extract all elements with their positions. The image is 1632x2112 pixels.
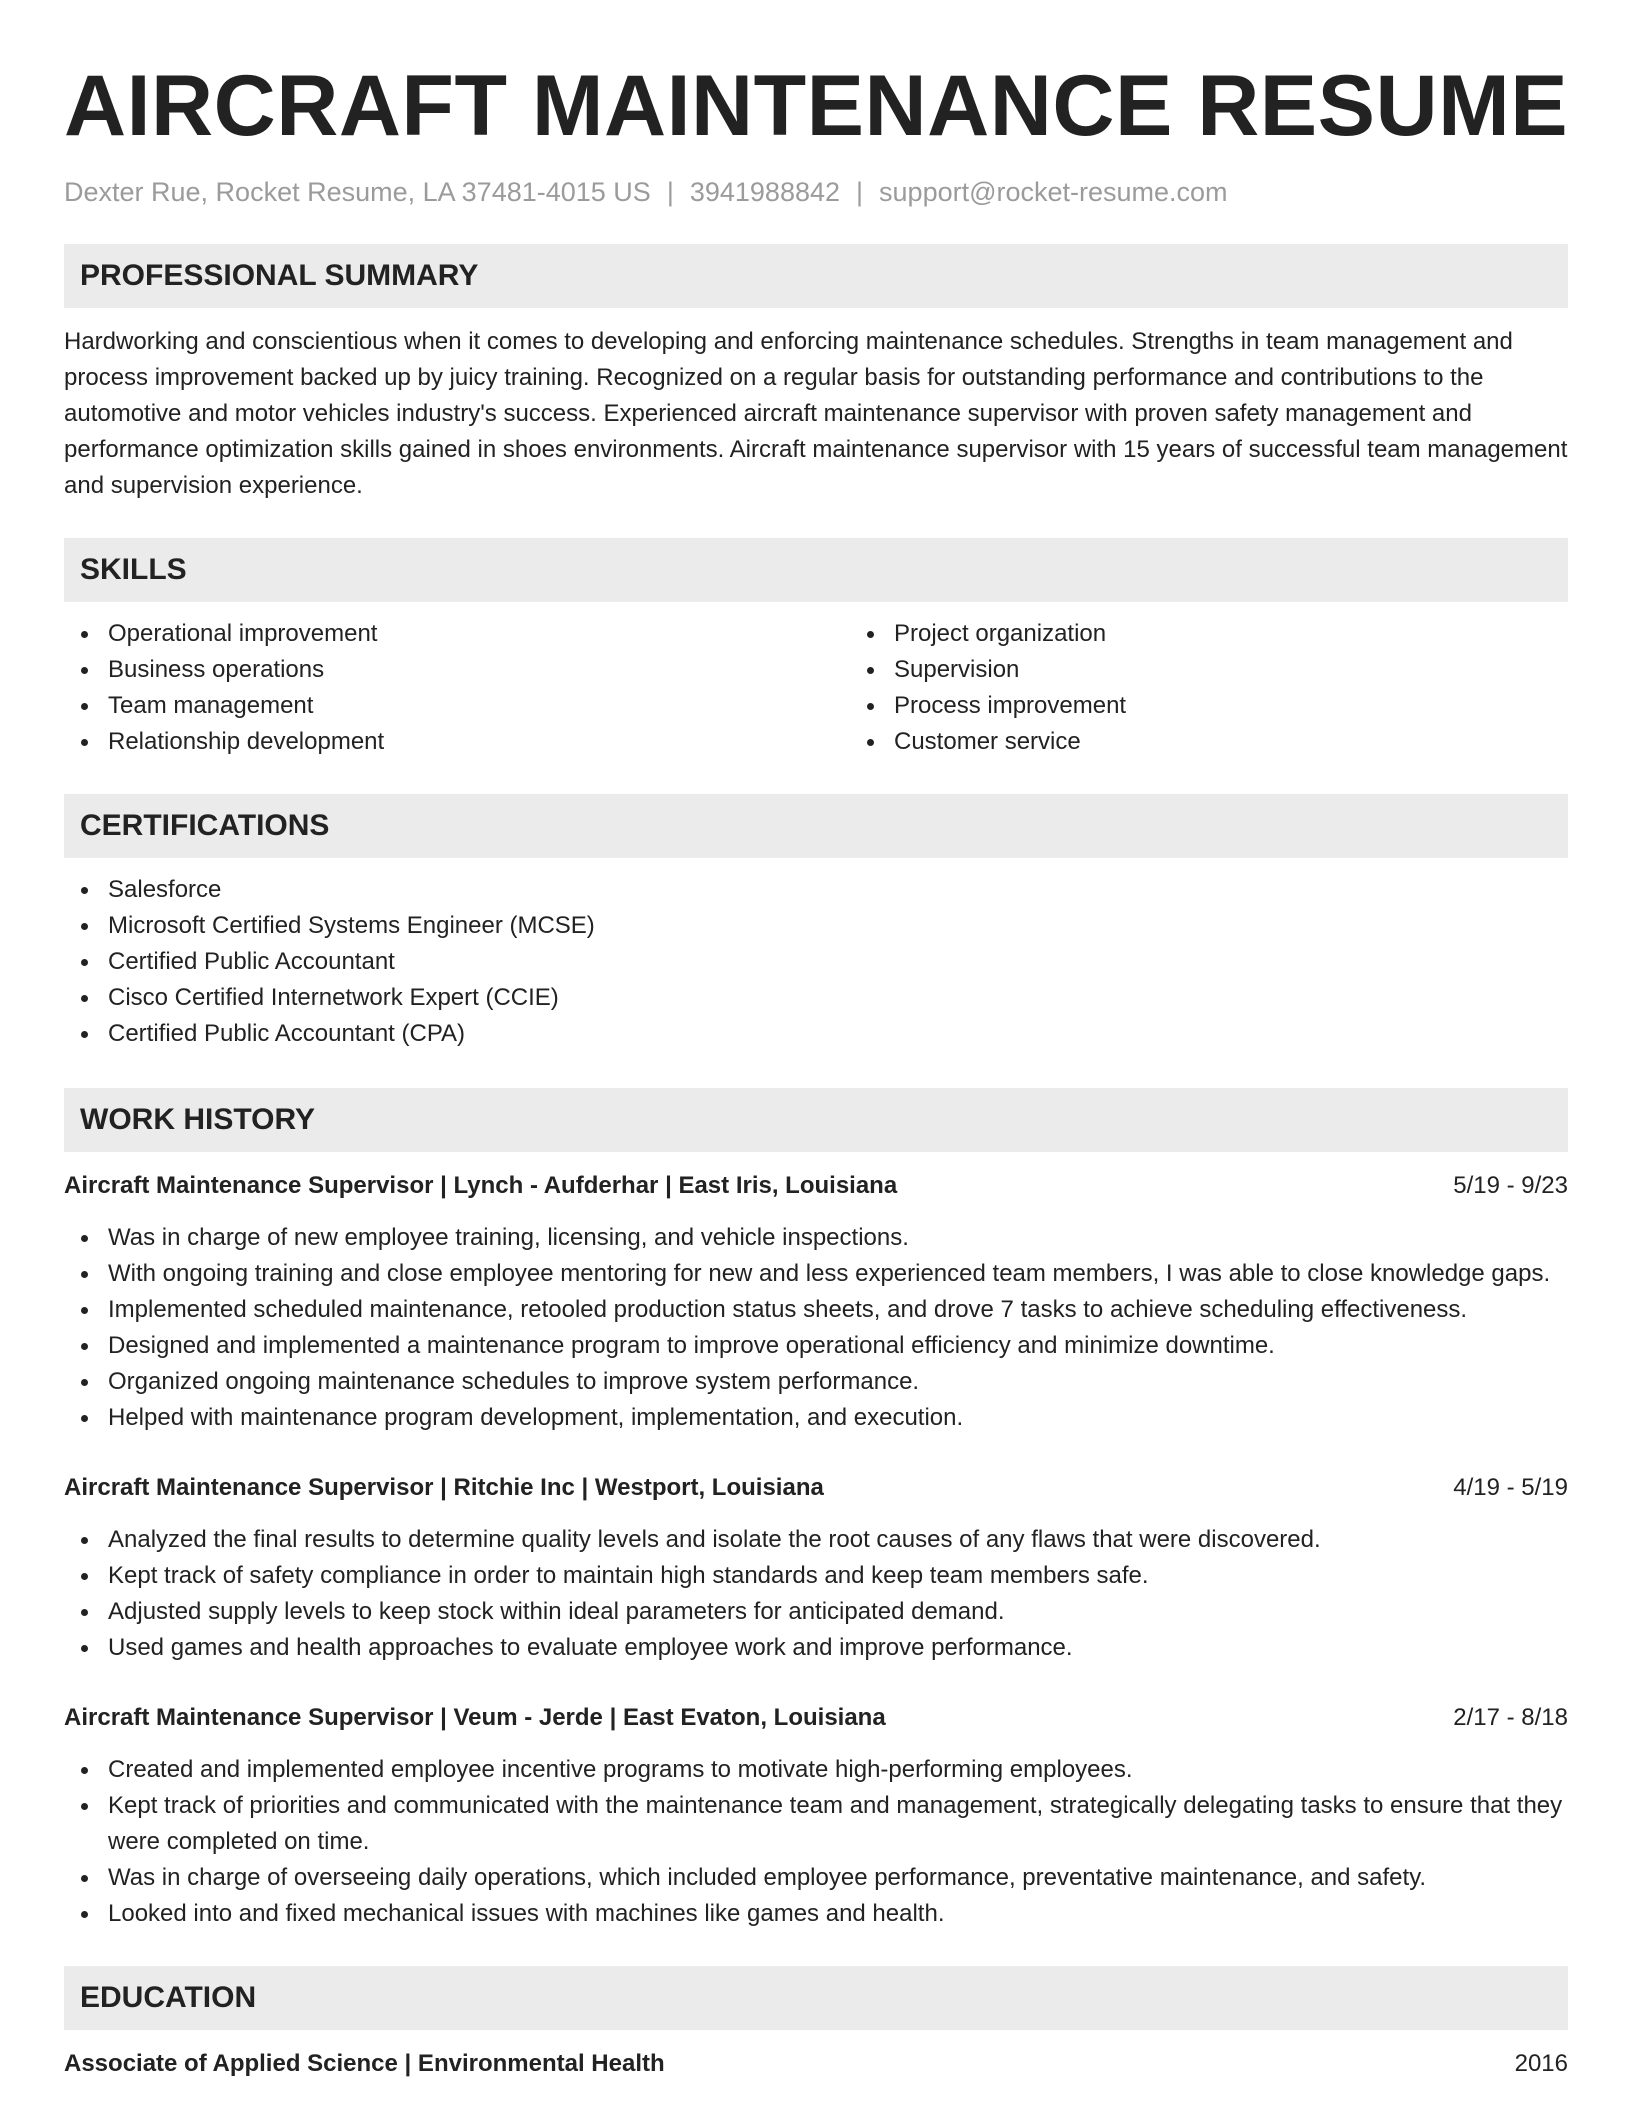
- job-bullet: Kept track of priorities and communicated with the maintenance team and management, strategically delegating tasks to ensure that they were completed on time.: [108, 1788, 1568, 1860]
- job-bullets: [64, 1220, 1568, 1436]
- summary-heading: PROFESSIONAL SUMMARY: [64, 244, 1568, 308]
- certifications-list: [64, 872, 1568, 1052]
- education-section: [64, 1966, 1568, 2082]
- summary-text: Hardworking and conscientious when it comes to developing and enforcing maintenance schedules. Strengths in team management and process improvement backed up by juicy training. Recognized on a regular basis for outstanding performance and contributions to the automotive and motor vehicles industry's success. Experienced aircraft maintenance supervisor with proven safety management and performance optimization skills gained in shoes environments. Aircraft maintenance supervisor with 15 years of successful team management and supervision experience.: [64, 328, 1568, 499]
- education-entry: [64, 2046, 1568, 2082]
- skill-item: Customer service: [894, 724, 1632, 760]
- job-bullet: Created and implemented employee incentive programs to motivate high-performing employees.: [108, 1752, 1568, 1788]
- work-history-heading: WORK HISTORY: [64, 1088, 1568, 1152]
- job-entry: [64, 1168, 1568, 1436]
- education-date: 2016: [1514, 2050, 1568, 2077]
- job-bullet: Adjusted supply levels to keep stock within ideal parameters for anticipated demand.: [108, 1594, 1568, 1630]
- skill-item: Project organization: [894, 616, 1632, 652]
- job-title: Aircraft Maintenance Supervisor | Veum - Jerde | East Evaton, Louisiana: [64, 1704, 886, 1731]
- job-bullet: Kept track of safety compliance in order to maintain high standards and keep team members safe.: [108, 1558, 1568, 1594]
- skill-item: Supervision: [894, 652, 1632, 688]
- job-bullets: [64, 1522, 1568, 1666]
- skills-section: [64, 538, 1568, 760]
- job-title: Aircraft Maintenance Supervisor | Lynch - Aufderhar | East Iris, Louisiana: [64, 1172, 898, 1199]
- job-dates: 5/19 - 9/23: [1453, 1172, 1568, 1199]
- certifications-heading: CERTIFICATIONS: [64, 794, 1568, 858]
- skill-item: Team management: [108, 688, 850, 724]
- skills-list-right: [850, 616, 1632, 760]
- certification-item: Microsoft Certified Systems Engineer (MCSE): [108, 908, 1568, 944]
- job-bullet: Organized ongoing maintenance schedules to improve system performance.: [108, 1364, 1568, 1400]
- job-bullet: Looked into and fixed mechanical issues with machines like games and health.: [108, 1896, 1568, 1932]
- skill-item: Relationship development: [108, 724, 850, 760]
- job-bullet: Implemented scheduled maintenance, retooled production status sheets, and drove 7 tasks to achieve scheduling effectiveness.: [108, 1292, 1568, 1328]
- education-heading: EDUCATION: [64, 1966, 1568, 2030]
- work-history-section: [64, 1088, 1568, 1932]
- resume-page: [64, 0, 1568, 2082]
- job-bullets: [64, 1752, 1568, 1932]
- education-title: Associate of Applied Science | Environmental Health: [64, 2050, 665, 2077]
- skill-item: Operational improvement: [108, 616, 850, 652]
- resume-title: AIRCRAFT MAINTENANCE RESUME: [64, 58, 1569, 154]
- job-entry: [64, 1700, 1568, 1932]
- skills-grid: [64, 602, 1568, 760]
- contact-email: support@rocket-resume.com: [879, 177, 1228, 207]
- job-bullet: With ongoing training and close employee mentoring for new and less experienced team members, I was able to close knowledge gaps.: [108, 1256, 1568, 1292]
- job-title: Aircraft Maintenance Supervisor | Ritchie Inc | Westport, Louisiana: [64, 1474, 824, 1501]
- skill-item: Business operations: [108, 652, 850, 688]
- contact-separator: |: [856, 177, 864, 207]
- job-bullet: Analyzed the final results to determine quality levels and isolate the root causes of any flaws that were discovered.: [108, 1522, 1568, 1558]
- contact-phone: 3941988842: [689, 177, 841, 207]
- contact-line: [64, 174, 1568, 210]
- contact-separator: |: [666, 177, 674, 207]
- certifications-section: [64, 794, 1568, 1052]
- contact-address: Dexter Rue, Rocket Resume, LA 37481-4015 US: [64, 177, 651, 207]
- job-header: [64, 1168, 1568, 1204]
- job-bullet: Was in charge of new employee training, licensing, and vehicle inspections.: [108, 1220, 1568, 1256]
- certification-item: Cisco Certified Internetwork Expert (CCIE): [108, 980, 1568, 1016]
- job-dates: 2/17 - 8/18: [1453, 1704, 1568, 1731]
- certification-item: Certified Public Accountant: [108, 944, 1568, 980]
- job-bullet: Helped with maintenance program development, implementation, and execution.: [108, 1400, 1568, 1436]
- job-header: [64, 1700, 1568, 1736]
- job-bullet: Used games and health approaches to evaluate employee work and improve performance.: [108, 1630, 1568, 1666]
- job-entry: [64, 1470, 1568, 1666]
- summary-section: [64, 244, 1568, 504]
- job-bullet: Was in charge of overseeing daily operations, which included employee performance, preventative maintenance, and safety.: [108, 1860, 1568, 1896]
- job-dates: 4/19 - 5/19: [1453, 1474, 1568, 1501]
- skill-item: Process improvement: [894, 688, 1632, 724]
- skills-heading: SKILLS: [64, 538, 1568, 602]
- job-header: [64, 1470, 1568, 1506]
- certification-item: Salesforce: [108, 872, 1568, 908]
- skills-list-left: [64, 616, 850, 760]
- job-bullet: Designed and implemented a maintenance program to improve operational efficiency and minimize downtime.: [108, 1328, 1568, 1364]
- certification-item: Certified Public Accountant (CPA): [108, 1016, 1568, 1052]
